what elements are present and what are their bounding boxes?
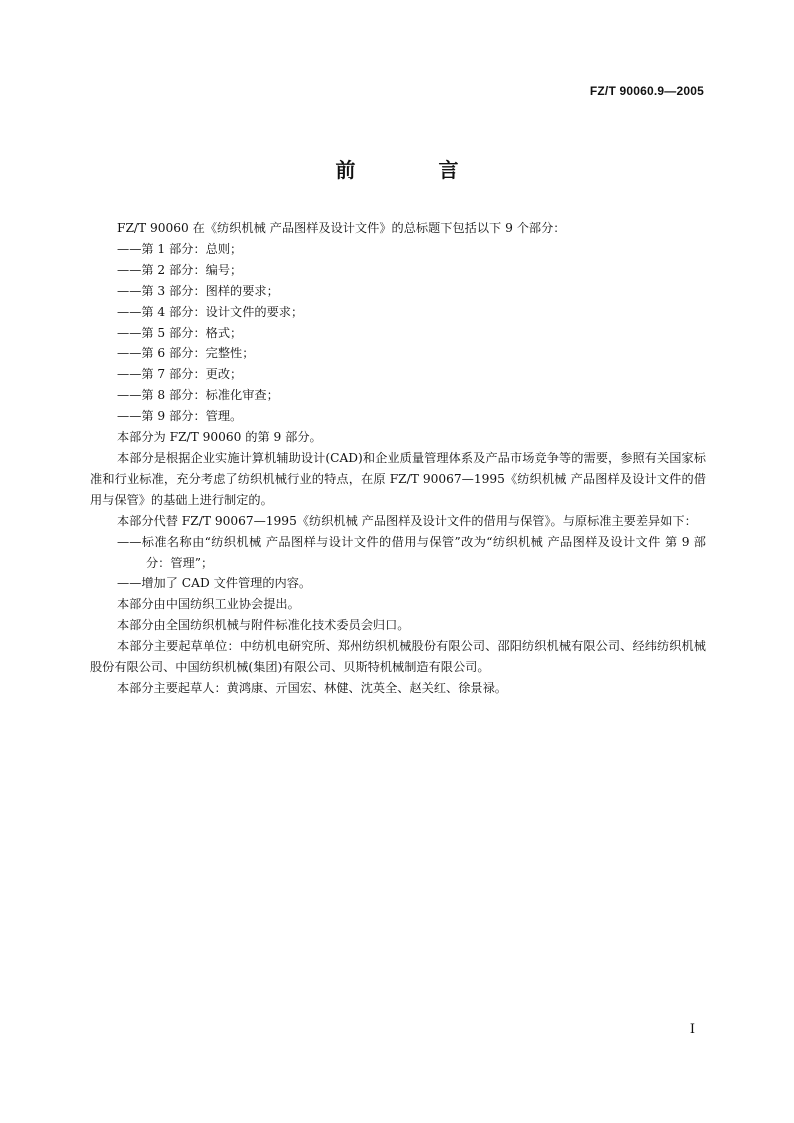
list-item: ——第 7 部分：更改； [117,367,243,382]
body-paragraph: 本部分主要起草人：黄鸿康、亓国宏、林健、沈英全、赵关红、徐景禄。 [117,680,507,695]
body-paragraph: FZ/T 90060 在《纺织机械 产品图样及设计文件》的总标题下包括以下 9 个部分： [117,221,566,235]
list-item: ——第 9 部分：管理。 [117,409,243,424]
body-paragraph: 本部分是根据企业实施计算机辅助设计(CAD)和企业质量管理体系及产品市场竞争等的需要，参照有关国家标准和行业标准，充分考虑了纺织机械行业的特点，在原 FZ/T 90067—1995《纺织机械 产品图样及设计文件的借用与保管》的基础上进行制定的。 [90,450,706,507]
list-item: ——第 8 部分：标准化审查； [117,388,279,403]
body-paragraph: 本部分为 FZ/T 90060 的第 9 部分。 [117,430,322,445]
list-item: ——第 6 部分：完整性； [117,346,255,361]
list-item: ——第 5 部分：格式； [117,325,243,340]
page-title: 前 言 [335,158,497,182]
page-number: I [689,1022,695,1037]
list-item: ——第 3 部分：图样的要求； [117,283,279,298]
list-item: ——标准名称由“纺织机械 产品图样与设计文件的借用与保管”改为“纺织机械 产品图样及设计文件 第 9 部分：管理”； [117,534,706,570]
body-paragraph: 本部分代替 FZ/T 90067—1995《纺织机械 产品图样及设计文件的借用与保管》。与原标准主要差异如下： [117,513,697,528]
body-paragraph: 本部分由全国纺织机械与附件标准化技术委员会归口。 [117,618,410,633]
list-item: ——第 1 部分：总则； [117,241,243,256]
body-paragraph: 本部分由中国纺织工业协会提出。 [117,597,300,612]
list-item: ——第 4 部分：设计文件的要求； [117,304,304,319]
document-body [90,218,706,699]
list-item: ——第 2 部分：编号； [117,262,243,277]
standard-code: FZ/T 90060.9—2005 [589,84,704,98]
body-paragraph: 本部分主要起草单位：中纺机电研究所、郑州纺织机械股份有限公司、邵阳纺织机械有限公司、经纬纺织机械股份有限公司、中国纺织机械(集团)有限公司、贝斯特机械制造有限公司。 [90,639,706,675]
list-item: ——增加了 CAD 文件管理的内容。 [117,576,312,591]
